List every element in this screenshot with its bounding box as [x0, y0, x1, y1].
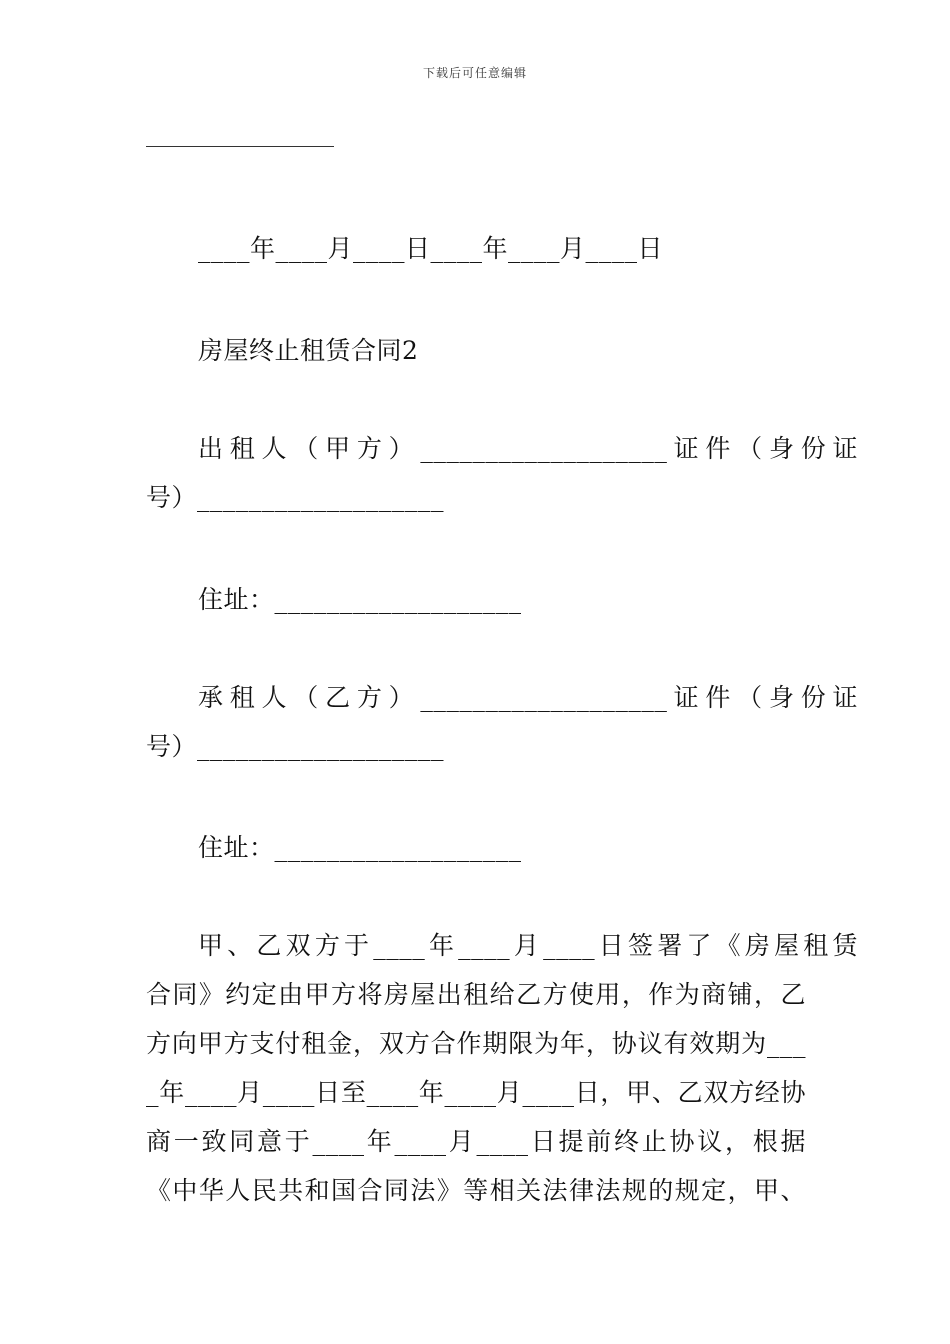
lessor-id-line: 号）___________________ — [146, 483, 445, 512]
lessor-line: 出租人（甲方）___________________证件（身份证 — [198, 434, 858, 463]
paragraph-line: 合同》约定由甲方将房屋出租给乙方使用，作为商铺，乙 — [146, 980, 806, 1009]
paragraph-line: 《中华人民共和国合同法》等相关法律法规的规定，甲、 — [146, 1176, 806, 1205]
paragraph-line: 方向甲方支付租金，双方合作期限为年，协议有效期为___ — [146, 1029, 806, 1058]
paragraph-line: 商一致同意于____年____月____日提前终止协议，根据 — [146, 1127, 806, 1156]
paragraph-line: 甲、乙双方于____年____月____日签署了《房屋租赁 — [198, 931, 858, 960]
lessee-line: 承租人（乙方）___________________证件（身份证 — [198, 683, 858, 712]
paragraph-line: _年____月____日至____年____月____日，甲、乙双方经协 — [146, 1078, 806, 1107]
section-title: 房屋终止租赁合同2 — [198, 336, 419, 365]
date-line: ____年____月____日____年____月____日 — [198, 234, 664, 263]
lessee-id-line: 号）___________________ — [146, 732, 445, 761]
signature-rule — [146, 146, 334, 147]
lessor-address: 住址：___________________ — [198, 585, 522, 614]
lessee-address: 住址：___________________ — [198, 833, 522, 862]
page-header-note: 下载后可任意编辑 — [422, 66, 527, 80]
